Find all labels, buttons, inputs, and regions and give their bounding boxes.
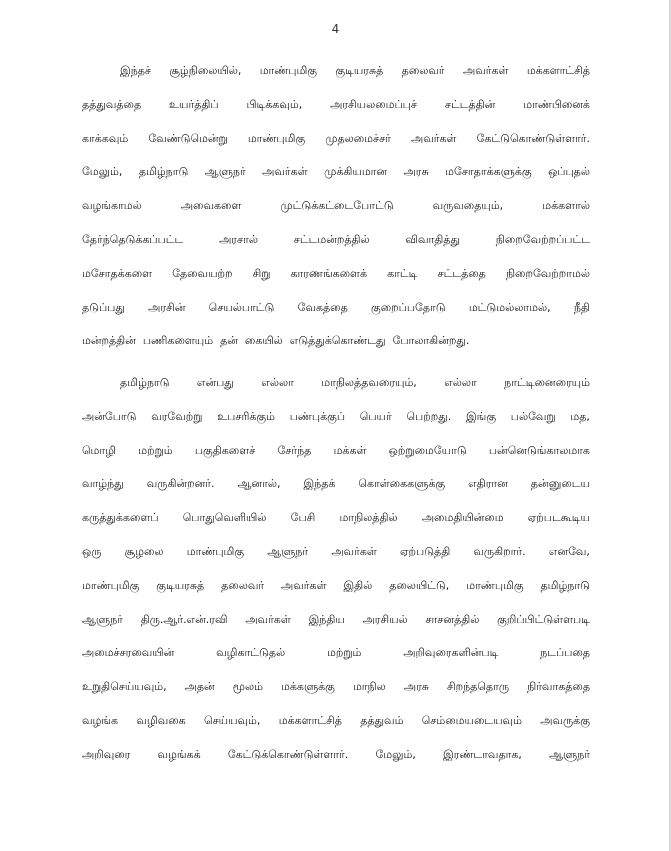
word: மாண்புமிகு	[247, 131, 306, 145]
word: சேர்ந்த	[277, 443, 312, 457]
word: உயர்த்திப்	[169, 97, 219, 111]
word: நிறைவேற்றப்பட்ட	[495, 232, 590, 246]
word: உறுதிசெய்யவும்,	[82, 680, 167, 694]
word: ஒப்புதல்	[548, 165, 590, 179]
word: அன்போடு	[82, 409, 137, 423]
word: குடியரசுத்	[335, 64, 384, 77]
word: குறைப்பதோடு	[371, 300, 446, 314]
word: முக்கியமான	[324, 165, 388, 179]
word: வேகத்தை	[297, 300, 348, 314]
word: சிறந்ததொரு	[447, 680, 510, 694]
word: மக்களாட்சித்	[526, 64, 590, 77]
word: மக்கள்	[333, 443, 367, 457]
word: வருகின்றனர்.	[146, 477, 215, 491]
word: மக்களாட்சித்	[278, 713, 342, 727]
word: நீதி	[573, 300, 590, 314]
text-line	[82, 196, 590, 230]
word: தலையிட்டு,	[389, 578, 450, 592]
word: கேட்டுகொண்டுள்ளார்.	[476, 131, 590, 145]
word: உபசரிக்கும்	[217, 409, 275, 423]
text-line	[82, 610, 590, 644]
word: பண்புக்குப்	[289, 409, 346, 423]
word: விவாதித்து	[405, 232, 460, 246]
word: எல்லா	[444, 376, 477, 389]
word: செயல்பாட்டு	[208, 300, 275, 314]
word: மாநிலத்தவரையும்,	[321, 376, 417, 389]
word: ஆளுநர்	[204, 165, 246, 179]
word: குடியரசுத்	[156, 578, 205, 592]
text-line	[82, 542, 590, 576]
word: இரண்டாவதாக,	[443, 747, 522, 761]
word: மசோதாக்களுக்கு	[445, 165, 532, 179]
word: அறிவுரைகளின்படி	[403, 646, 499, 660]
word: அவைகளை	[180, 199, 242, 213]
word: மாண்புமிகு	[186, 544, 245, 558]
word: மாண்புமிகு	[82, 578, 140, 592]
text-line	[82, 95, 590, 129]
paragraph-1	[82, 61, 590, 365]
word: தன்னுடைய	[530, 477, 590, 491]
word: மக்களுக்கு	[281, 680, 335, 694]
word: போலாகின்றது.	[392, 334, 470, 348]
word: பிடிக்கவும்,	[246, 97, 303, 111]
word: அமைதியின்மை	[421, 511, 504, 525]
word: பணிகளையும்	[142, 334, 214, 348]
text-line	[82, 331, 590, 365]
text-line	[82, 129, 590, 163]
word: தடுப்பது	[82, 300, 125, 314]
word: பகுதிகளைச்	[194, 443, 256, 457]
word: கேட்டுக்கொண்டுள்ளார்.	[227, 747, 349, 761]
word: செம்மையடையவும்	[421, 713, 522, 727]
word: மற்றும்	[138, 443, 173, 457]
text-line	[82, 711, 590, 745]
word: முதலமைச்சர்	[325, 131, 391, 145]
text-line	[82, 643, 590, 677]
word: மாண்பினைக்	[523, 97, 590, 111]
word: அமைச்சரவையின்	[82, 646, 175, 660]
word: இங்கு	[465, 409, 497, 423]
word: அவர்கள்	[411, 131, 457, 145]
text-line	[82, 162, 590, 196]
word: அவர்கள்	[245, 612, 291, 626]
word: வழங்காமல்	[82, 199, 142, 213]
word: மசோதக்களை	[82, 266, 153, 280]
word: சிறு	[252, 266, 271, 280]
word: மேலும்,	[375, 747, 416, 761]
word: திரு.ஆர்.என்.ரவி	[140, 612, 228, 626]
text-line	[82, 677, 590, 711]
word: மட்டுமல்லாமல்,	[468, 300, 551, 314]
text-line	[82, 407, 590, 441]
text-line	[82, 441, 590, 475]
word: மொழி	[82, 443, 116, 457]
word: அவர்கள்	[262, 165, 308, 179]
word: தேர்ந்தெடுக்கப்பட்ட	[82, 232, 184, 246]
word: இந்திய	[308, 612, 345, 626]
word: வேண்டுமென்று	[148, 131, 228, 145]
text-line	[82, 61, 590, 95]
word: தலைவர்	[401, 64, 445, 77]
word: ஒற்றுமையோடு	[388, 443, 467, 457]
word: பேசி	[290, 511, 316, 525]
word: அவருக்கு	[540, 713, 590, 727]
word: அரசு	[403, 165, 429, 179]
word: இதில்	[343, 578, 373, 592]
word: ஒரு	[82, 544, 102, 558]
text-line	[82, 508, 590, 542]
text-line	[82, 298, 590, 332]
word: அரசியலமைப்புச்	[330, 97, 417, 111]
word: தன்	[220, 334, 238, 348]
word: இந்தக்	[303, 477, 336, 491]
word: நாட்டினைரையும்	[504, 376, 590, 389]
text-line	[82, 230, 590, 264]
word: வழங்க	[82, 713, 119, 727]
word: பன்னெடுங்காலமாக	[488, 443, 590, 457]
word: ஏற்படகூடிய	[527, 511, 590, 525]
word: கையில்	[244, 334, 283, 348]
word: மாண்புமிகு	[466, 578, 524, 592]
word: நிறைவேற்றாமல்	[505, 266, 590, 280]
word: கொள்கைகளுக்கு	[358, 477, 446, 491]
word: மாநில	[352, 680, 386, 694]
word: வழிகாட்டுதல்	[216, 646, 286, 660]
word: வரவேற்று	[151, 409, 203, 423]
word: அரசால்	[219, 232, 258, 246]
word: முட்டுக்கட்டைபோட்டு	[280, 199, 394, 213]
word: வழிவகை	[136, 713, 186, 727]
word: வாழ்ந்து	[82, 477, 124, 491]
word: அறிவுரை	[82, 747, 131, 761]
word: ஆனால்,	[237, 477, 281, 491]
word: மூலம்	[232, 680, 263, 694]
text-line	[82, 264, 590, 298]
text-line	[82, 474, 590, 508]
word: பெயர்	[359, 409, 392, 423]
word: ஆளுநர்	[267, 544, 309, 558]
word: தமிழ்நாடு	[120, 376, 170, 389]
word: இந்தச்	[120, 64, 152, 77]
word: தத்துவம்	[360, 713, 404, 727]
word: தமிழ்நாடு	[540, 578, 590, 592]
word: தலைவர்	[221, 578, 265, 592]
text-line	[82, 745, 590, 779]
word: எடுத்துக்கொண்டது	[289, 334, 386, 348]
text-line	[82, 576, 590, 610]
word: குறிப்பிட்டுள்ளபடி	[497, 612, 590, 626]
word: நிர்வாகத்தை	[527, 680, 590, 694]
word: மத,	[570, 409, 590, 423]
word: சூழ்நிலையில்,	[169, 64, 242, 77]
word: காரணங்களைக்	[290, 266, 368, 280]
word: பெற்றது.	[406, 409, 452, 423]
word: வருவதையும்,	[432, 199, 504, 213]
word: எல்லா	[261, 376, 294, 389]
word: கருத்துக்களைப்	[82, 511, 159, 525]
word: மாண்புமிகு	[259, 64, 318, 77]
word: என்பது	[196, 376, 234, 389]
word: அவர்கள்	[281, 578, 327, 592]
word: அரசு	[403, 680, 429, 694]
word: நடப்பதை	[540, 646, 590, 660]
word: மேலும்,	[82, 165, 123, 179]
word: வழங்கக்	[157, 747, 201, 761]
word: வருகிறார்.	[473, 544, 526, 558]
word: செய்யவும்,	[204, 713, 261, 727]
word: அவர்கள்	[463, 64, 509, 77]
word: தத்துவத்தை	[82, 97, 142, 111]
word: அரசியல்	[362, 612, 408, 626]
word: அரசின்	[148, 300, 186, 314]
word: காட்டி	[387, 266, 418, 280]
word: அவர்கள்	[331, 544, 377, 558]
word: பல்வேறு	[510, 409, 556, 423]
word: சூழலை	[124, 544, 164, 558]
word: சட்டத்தை	[437, 266, 486, 280]
word: தமிழ்நாடு	[138, 165, 189, 179]
word: சாசனத்தில்	[425, 612, 480, 626]
word: ஏற்படுத்தி	[399, 544, 451, 558]
page-number: 4	[331, 22, 340, 36]
word: ஆளுநர்	[549, 747, 590, 761]
word: சட்டத்தின்	[444, 97, 496, 111]
word: ஆளுநர்	[82, 612, 123, 626]
word: அதன்	[184, 680, 215, 694]
word: காக்கவும்	[82, 131, 129, 145]
word: சட்டமன்றத்தில்	[293, 232, 370, 246]
word: மன்றத்தின்	[82, 334, 136, 348]
text-line	[82, 373, 590, 407]
paragraph-2	[82, 373, 590, 779]
word: மாநிலத்தில்	[339, 511, 398, 525]
word: மக்களால்	[542, 199, 590, 213]
word: எதிரான	[468, 477, 508, 491]
word: எனவே,	[548, 544, 590, 558]
word: தேவையற்ற	[172, 266, 233, 280]
word: மற்றும்	[326, 646, 362, 660]
word: பொதுவெளியில்	[182, 511, 267, 525]
